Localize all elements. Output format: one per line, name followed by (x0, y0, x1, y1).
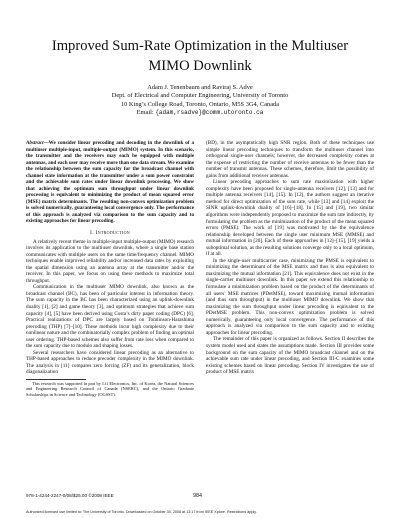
author-affiliation: Dept. of Electrical and Computer Engineering, University of Toronto (111, 92, 289, 100)
abstract (26, 140, 194, 225)
author-names: Adam J. Tenenbaum and Raviraj S. Adve (147, 84, 253, 91)
intro-paragraph-3: Several researchers have considered linear precoding as an alternative to THP-based approaches to reduce precoder complexity in the MIMO downlink. The analysis in [11] compares zero forcing (ZF) and its generalization, block diagonalization (26, 349, 194, 376)
abstract-text: —We consider linear precoding and decoding in the downlink of a multiuser multiple-input, multiple-output (MIMO) system. In this scenario, the transmitter and the receivers may each be equipped with multiple antennas, and each user may receive more than one data stream. We examine the relationship between the sum capacity for the broadcast channel with channel state information at the transmitter under a sum power constraint and the achievable sum rates under linear downlink processing. We show that achieving the optimum sum throughput under linear downlink processing is equivalent to minimizing the product of mean squared error (MSE) matrix determinants. The resulting non-convex optimization problem is solved numerically, guaranteeing local convergence only. The performance of this approach is analyzed via comparison to the sum capacity and to existing approaches for linear precoding. (26, 140, 194, 224)
paper-title (20, 36, 380, 76)
page-number: 984 (193, 493, 202, 499)
title-line-2: MIMO Downlink (148, 58, 252, 74)
isbn-line: 978-1-4244-2247-0/08/$25.00 ©2008 IEEE (26, 493, 114, 498)
title-line-1: Improved Sum-Rate Optimization in the Multiuser (51, 38, 349, 54)
footnote: This research was supported in part by LG Electronics, Inc. of Korea, the Natural Sciences and Engineering Research Council of Canada (NSERC), and the Ontario Graduate Scholarships in Science and Technology (OGSST). (26, 380, 194, 397)
intro-paragraph-1: A relatively recent theme in multiple-input multiple-output (MIMO) research involves its application to the multiuser downlink, where a single base station communicates with multiple users on the same time/frequency channel. MIMO techniques enable improved reliability and/or increased data rates by exploiting the spatial dimension using an antenna array at the transmitter and/or the receiver. In this paper, we focus on using these methods to maximize total throughput. (26, 238, 194, 284)
right-column (206, 140, 374, 376)
license-line: Authorized licensed use limited to: The University of Toronto. Downloaded on October 30, 2008 at 13:17 from IEEE Xplore. Restrictions apply. (26, 510, 257, 514)
author-email-line (20, 109, 380, 117)
intro-paragraph-2: Communication in the multiuser MIMO downlink, also known as the broadcast channel (BC), has been of particular interest in information theory. The sum capacity in the BC has been characterized using an uplink-downlink duality [1], [2] and game theory [3], and optimum strategies that achieve sum capacity [4], [5] have been derived using Costa’s dirty paper coding (DPC) [6]. Practical realizations of DPC are largely based on Tomlinson-Harashima precoding (THP) [7]–[10]. These methods incur high complexity due to their nonlinear nature and the combinatorially complex problem of finding an optimal user ordering. THP-based schemes also suffer from rate loss when compared to the sum capacity due to modulo and shaping losses. (26, 284, 194, 350)
right-paragraph-2: Linear precoding approaches to sum rate maximization with higher complexity have been proposed for single-antenna receivers [12], [13] and for multiple antenna receivers [14], [15]. In [12], the authors suggest an iterative method for direct optimization of the sum rate, while [13] and [14] exploit the SINR uplink-downlink duality of [16]–[18]. In [15] and [19], two similar algorithms were independently proposed to maximize the sum rate indirectly, by formulating the problem as the minimization of the product of the mean squared errors (PMSE). The work of [19] was motivated by the the equivalence relationship developed between the single user minimum MSE (MMSE) and mutual information in [20]. Each of these approaches in [12]–[15], [19] yields a suboptimal solution, as the resulting solutions converge only to a local optimum, if at all. (206, 179, 374, 258)
right-paragraph-4: The remainder of this paper is organized as follows. Section II describes the system model used and states the assumptions made. Section III provides some background on the sum capacity of the MIMO broadcast channel and on the achievable sum rate under linear precoding, and Section III-C examines some existing schemes based on linear precoding. Section IV investigates the use of product of MSE matrix (206, 336, 374, 376)
email-address: {adam,rsadve}@comm.utoronto.ca (155, 109, 264, 117)
email-label: Email: (136, 109, 154, 117)
author-block (20, 84, 380, 118)
abstract-label: Abstract (26, 140, 44, 146)
author-address: 10 King’s College Road, Toronto, Ontario, M5S 3G4, Canada (120, 100, 280, 108)
section-heading-introduction: I. Introduction (90, 229, 130, 236)
right-paragraph-3: In the single-user multicarrier case, minimizing the PMSE is equivalent to minimizing the determinant of the MSE matrix and thus is also equivalent to maximizing the mutual information [21]. This equivalence does not exist in the single-carrier multiuser downlink. In this paper we extend this relationship to formulate a minimization problem based on the product of the determinants of all users’ MSE matrices (PDetMSE), toward maximizing mutual information (and thus sum throughput) in the multiuser MIMO downlink. We show that maximizing the sum throughput under linear precoding is equivalent to the PDetMSE problem. This non-convex optimization problem is solved numerically, guaranteeing only local convergence. The performance of this approach is analyzed via comparison to the sum capacity and to existing approaches for linear precoding. (206, 257, 374, 336)
right-paragraph-1: (BD), in the asymptotically high SNR region. Both of these techniques use simple linear precoding techniques to transform the multiuser channel into orthogonal single-user channels; however, the decreased complexity comes at the expense of restricting the number of receive antennas to be fewer than the number of transmit antennas. These schemes, therefore, limit the possibility of gains from additional receiver antennas. (206, 140, 374, 179)
left-column (26, 140, 194, 397)
footnote-rule (26, 379, 86, 380)
